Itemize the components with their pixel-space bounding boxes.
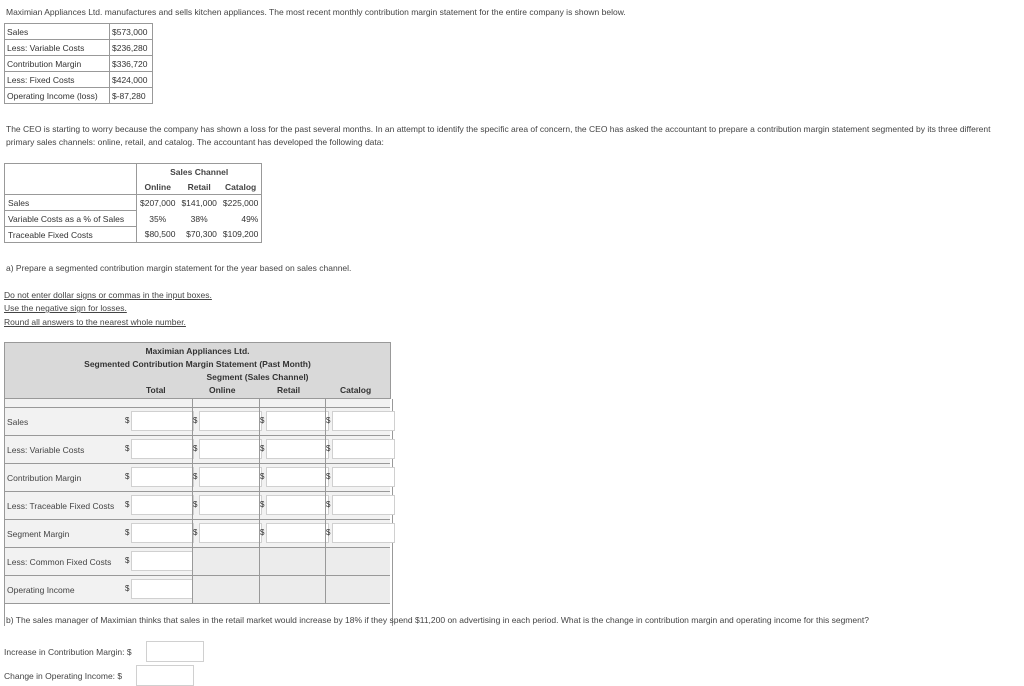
question-b: b) The sales manager of Maximian thinks that sales in the retail market would increase by 18% if they spend $11,200 on advertising in each period. What is the change in contribution margin and operating income for this segment? <box>6 615 869 625</box>
currency-sign: $ <box>260 500 265 509</box>
variable-catalog-input[interactable] <box>332 439 395 459</box>
table-row <box>5 464 390 492</box>
currency-sign: $ <box>193 444 198 453</box>
currency-sign: $ <box>260 472 265 481</box>
increase-cm-input[interactable] <box>146 641 204 662</box>
currency-sign: $ <box>326 444 331 453</box>
cell: $207,000 <box>137 195 179 211</box>
currency-sign: $ <box>125 500 130 509</box>
table-row <box>5 227 262 243</box>
cm-online-input[interactable] <box>199 467 265 487</box>
row-label: Traceable Fixed Costs <box>5 227 137 243</box>
sales-catalog-input[interactable] <box>332 411 395 431</box>
table-row <box>5 408 390 436</box>
table-row <box>5 72 153 88</box>
table-row <box>5 211 262 227</box>
table-row <box>5 436 390 464</box>
row-value: $236,280 <box>110 40 153 56</box>
currency-sign: $ <box>326 500 331 509</box>
row-label: Operating Income (loss) <box>5 88 110 104</box>
segment-margin-online-input[interactable] <box>199 523 265 543</box>
traceable-catalog-input[interactable] <box>332 495 395 515</box>
row-value: $336,720 <box>110 56 153 72</box>
intro-text: Maximian Appliances Ltd. manufactures and sells kitchen appliances. The most recent monthly contribution margin statement for the entire company is shown below. <box>6 7 626 17</box>
row-label: Sales <box>5 195 137 211</box>
currency-sign: $ <box>125 528 130 537</box>
currency-sign: $ <box>125 472 130 481</box>
traceable-online-input[interactable] <box>199 495 265 515</box>
row-label: Less: Traceable Fixed Costs <box>7 501 115 511</box>
cell: $70,300 <box>178 227 219 243</box>
row-label: Contribution Margin <box>5 56 110 72</box>
traceable-retail-input[interactable] <box>266 495 329 515</box>
col-online: Online <box>137 179 179 195</box>
variable-retail-input[interactable] <box>266 439 329 459</box>
row-label: Variable Costs as a % of Sales <box>5 211 137 227</box>
cell: 35% <box>137 211 179 227</box>
operating-income-total-input[interactable] <box>131 579 194 599</box>
table-row <box>5 195 262 211</box>
currency-sign: $ <box>125 556 130 565</box>
segmented-header <box>4 342 391 399</box>
table-row <box>5 492 390 520</box>
row-label: Less: Variable Costs <box>5 40 110 56</box>
segmented-statement <box>4 342 393 626</box>
currency-sign: $ <box>260 528 265 537</box>
cm-retail-input[interactable] <box>266 467 329 487</box>
ceo-paragraph: The CEO is starting to worry because the company has shown a loss for the past several months. In an attempt to identify the specific area of concern, the CEO has asked the accountant to prepare a contribution margin statement segmented by its three different primary sales channels: online, retail, and catalog. The accountant has developed the following data: <box>6 124 991 147</box>
sales-total-input[interactable] <box>131 411 194 431</box>
cm-catalog-input[interactable] <box>332 467 395 487</box>
currency-sign: $ <box>125 584 130 593</box>
currency-sign: $ <box>326 472 331 481</box>
currency-sign: $ <box>326 528 331 537</box>
currency-sign: $ <box>260 444 265 453</box>
row-label: Contribution Margin <box>7 473 82 483</box>
col-catalog: Catalog <box>220 179 262 195</box>
table-row <box>5 56 153 72</box>
currency-sign: $ <box>326 416 331 425</box>
row-label: Less: Common Fixed Costs <box>7 557 112 567</box>
col-catalog: Catalog <box>340 385 372 395</box>
currency-sign: $ <box>125 416 130 425</box>
currency-sign: $ <box>260 416 265 425</box>
cell: $225,000 <box>220 195 262 211</box>
table-row <box>5 576 390 604</box>
cm-total-input[interactable] <box>131 467 194 487</box>
statement-company: Maximian Appliances Ltd. <box>145 346 250 356</box>
currency-sign: $ <box>193 500 198 509</box>
company-statement-table <box>4 23 153 104</box>
cell: 49% <box>220 211 262 227</box>
table-row <box>5 520 390 548</box>
row-label: Sales <box>5 24 110 40</box>
row-label: Operating Income <box>7 585 75 595</box>
currency-sign: $ <box>125 444 130 453</box>
cell: $109,200 <box>220 227 262 243</box>
currency-sign: $ <box>193 528 198 537</box>
col-retail: Retail <box>187 181 211 192</box>
sales-online-input[interactable] <box>199 411 265 431</box>
row-value: $-87,280 <box>110 88 153 104</box>
variable-total-input[interactable] <box>131 439 194 459</box>
row-label: Segment Margin <box>7 529 70 539</box>
row-label: Sales <box>7 417 29 427</box>
currency-sign: $ <box>193 472 198 481</box>
col-retail: Retail <box>277 385 301 395</box>
traceable-total-input[interactable] <box>131 495 194 515</box>
statement-title: Segmented Contribution Margin Statement (Past Month) <box>84 359 311 369</box>
common-fixed-total-input[interactable] <box>131 551 194 571</box>
segment-margin-total-input[interactable] <box>131 523 194 543</box>
increase-cm-label: Increase in Contribution Margin: $ <box>4 647 132 657</box>
variable-online-input[interactable] <box>199 439 265 459</box>
table-row <box>5 24 153 40</box>
instruction-3: Round all answers to the nearest whole number. <box>4 317 186 327</box>
cell: $141,000 <box>178 195 219 211</box>
col-online: Online <box>209 385 236 395</box>
table-row <box>5 40 153 56</box>
row-value: $424,000 <box>110 72 153 88</box>
instruction-2: Use the negative sign for losses. <box>4 303 127 313</box>
instruction-1: Do not enter dollar signs or commas in the input boxes. <box>4 290 212 300</box>
change-oi-label: Change in Operating Income: $ <box>4 671 123 681</box>
row-value: $573,000 <box>110 24 153 40</box>
question-a: a) Prepare a segmented contribution margin statement for the year based on sales channel. <box>6 263 352 273</box>
table-row <box>5 548 390 576</box>
sales-channel-table <box>4 163 262 243</box>
row-label: Less: Variable Costs <box>7 445 85 455</box>
cell: $80,500 <box>137 227 179 243</box>
cell: 38% <box>190 213 208 224</box>
row-label: Less: Fixed Costs <box>5 72 110 88</box>
channel-group-header: Sales Channel <box>137 164 262 180</box>
change-oi-input[interactable] <box>136 665 194 686</box>
segment-margin-catalog-input[interactable] <box>332 523 395 543</box>
table-row <box>5 88 153 104</box>
sales-retail-input[interactable] <box>266 411 329 431</box>
col-total: Total <box>146 385 166 395</box>
segment-header: Segment (Sales Channel) <box>206 372 309 382</box>
currency-sign: $ <box>193 416 198 425</box>
segment-margin-retail-input[interactable] <box>266 523 329 543</box>
